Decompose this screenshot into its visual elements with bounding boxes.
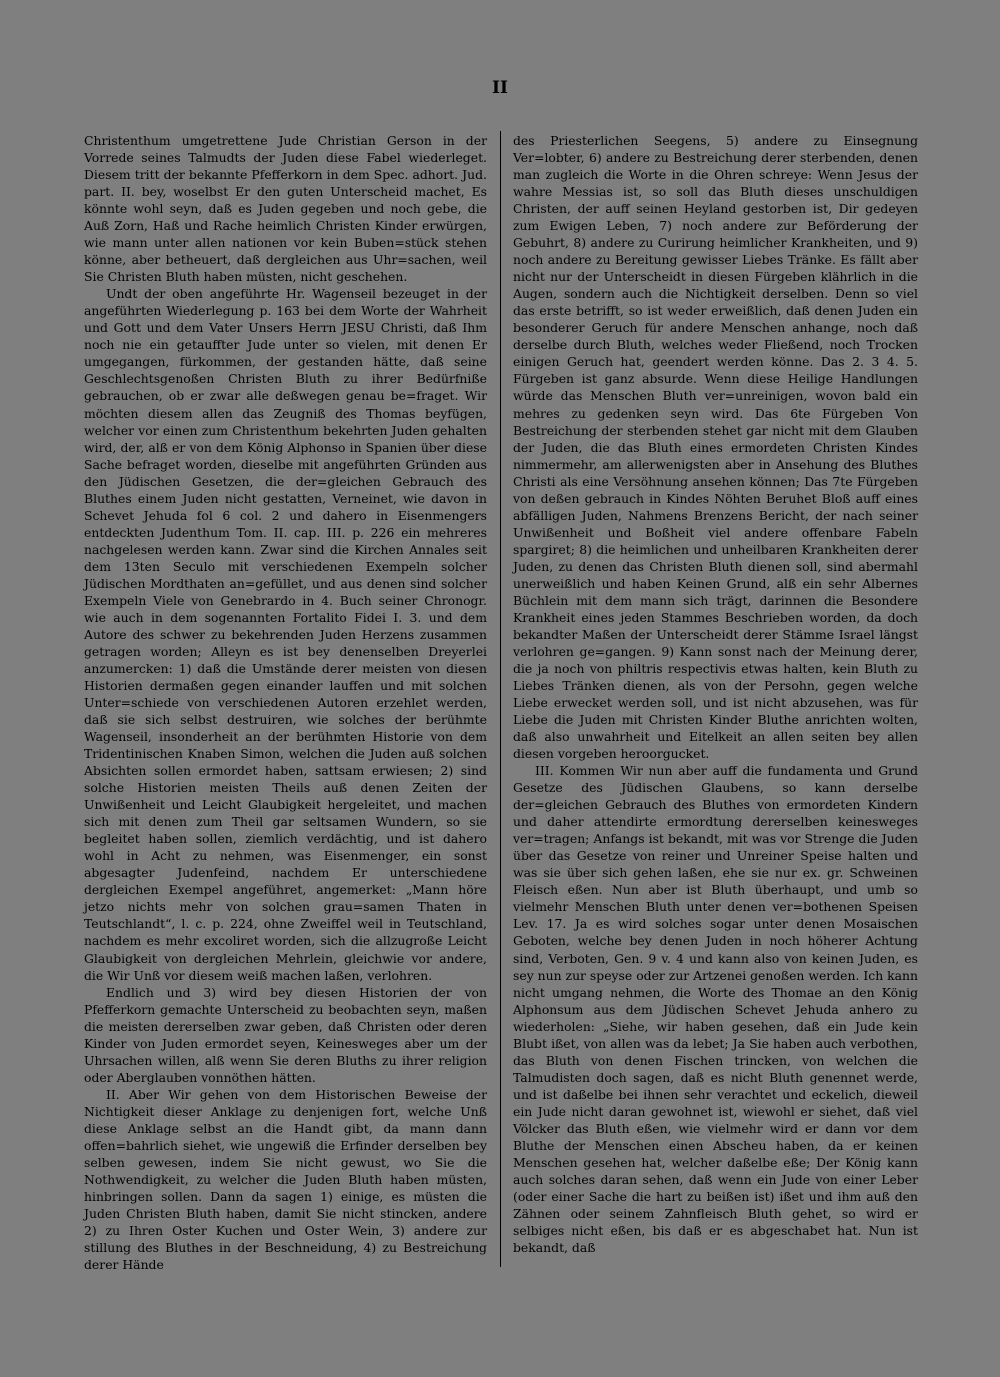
right-column <box>513 132 918 1256</box>
paragraph: Christenthum umgetrettene Jude Christian Gerson in der Vorrede seines Talmudts der Juden diese Fabel wiederleget. Diesem tritt der bekannte Pfefferkorn in dem Spec. adhort. Jud. part. II. bey, woselbst Er den guten Unterscheid machet, Es könnte wohl seyn, daß es Juden gegeben und noch gebe, die Auß Zorn, Haß und Rache heimlich Christen Kinder erwürgen, wie mann unter allen nationen vor kein Buben=stück stehen könne, aber betheuert, daß dergleichen aus Uhr=sachen, weil Sie Christen Bluth haben müsten, nicht geschehen. <box>84 133 487 285</box>
paragraph: des Priesterlichen Seegens, 5) andere zu Einsegnung Ver=lobter, 6) andere zu Bestreichung derer sterbenden, denen man zugleich die Worte in die Ohren schreye: Wenn Jesus der wahre Messias ist, so soll das Bluth dieses unschuldigen Christen, der auff seinen Heyland gestorben ist, Dir gedeyen zum Ewigen Leben, 7) noch andere zur Beförderung der Gebuhrt, 8) andere zu Curirung heimlicher Krankheiten, und 9) noch andere zu Bereitung gewisser Liebes Tränke. Es fällt aber nicht nur der Unterscheidt in diesen Fürgeben klährlich in die Augen, sondern auch die Nichtigkeit derselben. Denn so viel das erste betrifft, so ist weder erweißlich, daß denen Juden ein besonderer Geruch für andere Menschen anhange, noch daß derselbe durch Bluth, welches weder Fließend, noch Trocken einigen Geruch hat, geendert werden könne. Das 2. 3 4. 5. Fürgeben ist ganz absurde. Wenn diese Heilige Handlungen würde das Menschen Bluth ver=unreinigen, wovon bald ein mehres zu gedenken seyn wird. Das 6te Fürgeben Von Bestreichung der sterbenden stehet gar nicht mit dem Glauben der Juden, die das Bluth eines ermordeten Christen Kindes nimmermehr, am allerwenigsten aber in Ansehung des Bluthes Christi als eine Versöhnung ansehen können; Das 7te Fürgeben von deßen gebrauch in Kindes Nöhten Beruhet Bloß auff eines abfälligen Juden, Nahmens Brenzens Bericht, der nach seiner Unwißenheit und Boßheit viel andere offenbare Fabeln spargiret; 8) die heimlichen und unheilbaren Krankheiten derer Juden, zu denen das Christen Bluth dienen soll, sind abermahl unerweißlich und haben Keinen Grund, alß ein sehr Albernes Büchlein mit dem mann sich trägt, darinnen die Besondere Krankheit eines jeden Stammes Beschrieben worden, da doch bekandter Maßen der Unterscheidt derer Stämme Israel längst verlohren ge=gangen. 9) Kann sonst nach der Meinung derer, die ja noch von philtris respectivis etwas halten, kein Bluth zu Liebes Tränken dienen, als von der Persohn, gegen welche Liebe erwecket werden soll, und ist nicht abzusehen, was für Liebe die Juden mit Christen Kinder Bluthe anrichten wolten, daß also unwahrheit und Eitelkeit an allen seiten bey allen diesen vorgeben heroorgucket. <box>513 133 918 762</box>
paragraph: Endlich und 3) wird bey diesen Historien der von Pfefferkorn gemachte Unterscheid zu beobachten seyn, maßen die meisten dererselben zwar geben, daß Christen oder deren Kinder von Juden ermordet seyen, Keinesweges aber um der Uhrsachen willen, alß wenn Sie deren Bluths zu ihrer religion oder Aberglauben vonnöthen hätten. <box>84 984 487 1085</box>
paragraph: III. Kommen Wir nun aber auff die fundamenta und Grund Gesetze des Jüdischen Glaubens, so kann derselbe der=gleichen Gebrauch des Bluthes von ermordeten Kindern und daher attendirte ermordtung dererselben keinesweges ver=tragen; Anfangs ist bekandt, mit was vor Strenge die Juden über das Gesetze von reiner und Unreiner Speise halten und was sie über sich gehen laßen, ehe sie nur ex. gr. Schweinen Fleisch eßen. Nun aber ist Bluth überhaupt, und umb so vielmehr Menschen Bluth unter denen ver=bothenen Speisen Lev. 17. Ja es wird solches sogar unter denen Mosaischen Geboten, welche bey denen Juden in noch höherer Achtung sind, Verboten, Gen. 9 v. 4 und kann also von keinen Juden, es sey nun zur speyse oder zur Artzenei genoßen werden. Ich kann nicht umgang nehmen, die Worte des Thomae an den König Alphonsum aus dem Jüdischen Schevet Jehuda anhero zu wiederholen: „Siehe, wir haben gesehen, daß ein Jude kein Blubt ißet, von allen was da lebet; Ja Sie haben auch verbothen, das Bluth von denen Fischen trincken, von welchen die Talmudisten doch sagen, daß es nicht Bluth genennet werde, und ist daßelbe bei ihnen sehr verachtet und eckelich, dieweil ein Jude nicht daran gewohnet ist, wiewohl er siehet, daß viel Völcker das Bluth eßen, wie vielmehr wird er dann vor dem Bluthe der Menschen einen Abscheu haben, da er keinen Menschen gesehen hat, welcher daßelbe eße; Der König kann auch solches daran sehen, daß wenn ein Jude von einer Leber (oder einer Sache die hart zu beißen ist) ißet und ihm auß den Zähnen oder seinem Zahnfleisch Bluth gehet, so wird er selbiges nicht eßen, bis daß er es abgeschabet hat. Nun ist bekandt, daß <box>513 763 918 1256</box>
left-column <box>84 132 487 1273</box>
page-number: II <box>492 78 508 98</box>
paragraph: Undt der oben angeführte Hr. Wagenseil bezeuget in der angeführten Wiederlegung p. 163 bei dem Worte der Wahrheit und Gott und dem Vater Unsers Herrn JESU Christi, daß Ihm noch nie ein getauffter Jude unter so vielen, mit denen Er umgegangen, fürkommen, der gestanden hätte, daß seine Geschlechtsgenoßen Christen Bluth zu ihrer Bedürfniße gebrauchen, ob er zwar alle deßwegen genau be=fraget. Wir möchten diesem allen das Zeugniß des Thomas beyfügen, welcher vor einen zum Christenthum bekehrten Juden gehalten wird, der, alß er von dem König Alphonso in Spanien über diese Sache befraget worden, dieselbe mit angeführten Gründen aus den Jüdischen Gesetzen, die der=gleichen Gebrauch des Bluthes einem Juden nicht gestatten, Verneinet, wie davon in Schevet Jehuda fol 6 col. 2 und dahero in Eisenmengers entdeckten Judenthum Tom. II. cap. III. p. 226 ein mehreres nachgelesen werden kann. Zwar sind die Kirchen Annales seit dem 13ten Seculo mit verschiedenen Exempeln solcher Jüdischen Mordthaten an=gefüllet, und aus denen sind solcher Exempeln Viele von Genebrardo in 4. Buch seiner Chronogr. wie auch in dem sogenannten Fortalito Fidei I. 3. und dem Autore des schwer zu bekehrenden Juden Herzens zusammen getragen worden; Alleyn es ist bey denenselben Dreyerlei anzumercken: 1) daß die Umstände derer meisten von diesen Historien dermaßen gegen einander lauffen und mit solchen Unter=schiede von verschiedenen Autoren erzehlet werden, daß sie sich selbst destruiren, wie solches der berühmte Wagenseil, insonderheit an der berühmten Historie von dem Tridentinischen Knaben Simon, welchen die Juden auß solchen Absichten sollen ermordet haben, sattsam erwiesen; 2) sind solche Historien meisten Theils auß denen Zeiten der Unwißenheit und Leicht Glaubigkeit hergeleitet, und machen sich mit denen zum Theil gar seltsamen Wundern, so sie begleitet haben sollen, ziemlich verdächtig, und ist dahero wohl in Acht zu nehmen, was Eisenmenger, ein sonst abgesagter Judenfeind, nachdem Er unterschiedene dergleichen Exempel angeführet, angemerket: „Mann höre jetzo nichts mehr von solchen grau=samen Thaten in Teutschlandt“, l. c. p. 224, ohne Zweiffel weil in Teutschland, nachdem es mehr excoliret worden, sich die allzugroße Leicht Glaubigkeit von dergleichen Mehrlein, gleichwie vor andere, die Wir Unß vor diesem weiß machen laßen, verlohren. <box>84 286 487 983</box>
column-divider <box>500 131 501 1267</box>
paragraph: II. Aber Wir gehen von dem Historischen Beweise der Nichtigkeit dieser Anklage zu denjenigen fort, welche Unß diese Anklage selbst an die Handt gibt, da mann dann offen=bahrlich siehet, wie ungewiß die Erfinder derselben bey selben gewesen, indem Sie nicht gewust, wo Sie die Nothwendigkeit, zu welcher die Juden Bluth haben müsten, hinbringen sollen. Dann da sagen 1) einige, es müsten die Juden Christen Bluth haben, damit Sie nicht stincken, andere 2) zu Ihren Oster Kuchen und Oster Wein, 3) andere zur stillung des Bluthes in der Beschneidung, 4) zu Bestreichung derer Hände <box>84 1086 487 1273</box>
